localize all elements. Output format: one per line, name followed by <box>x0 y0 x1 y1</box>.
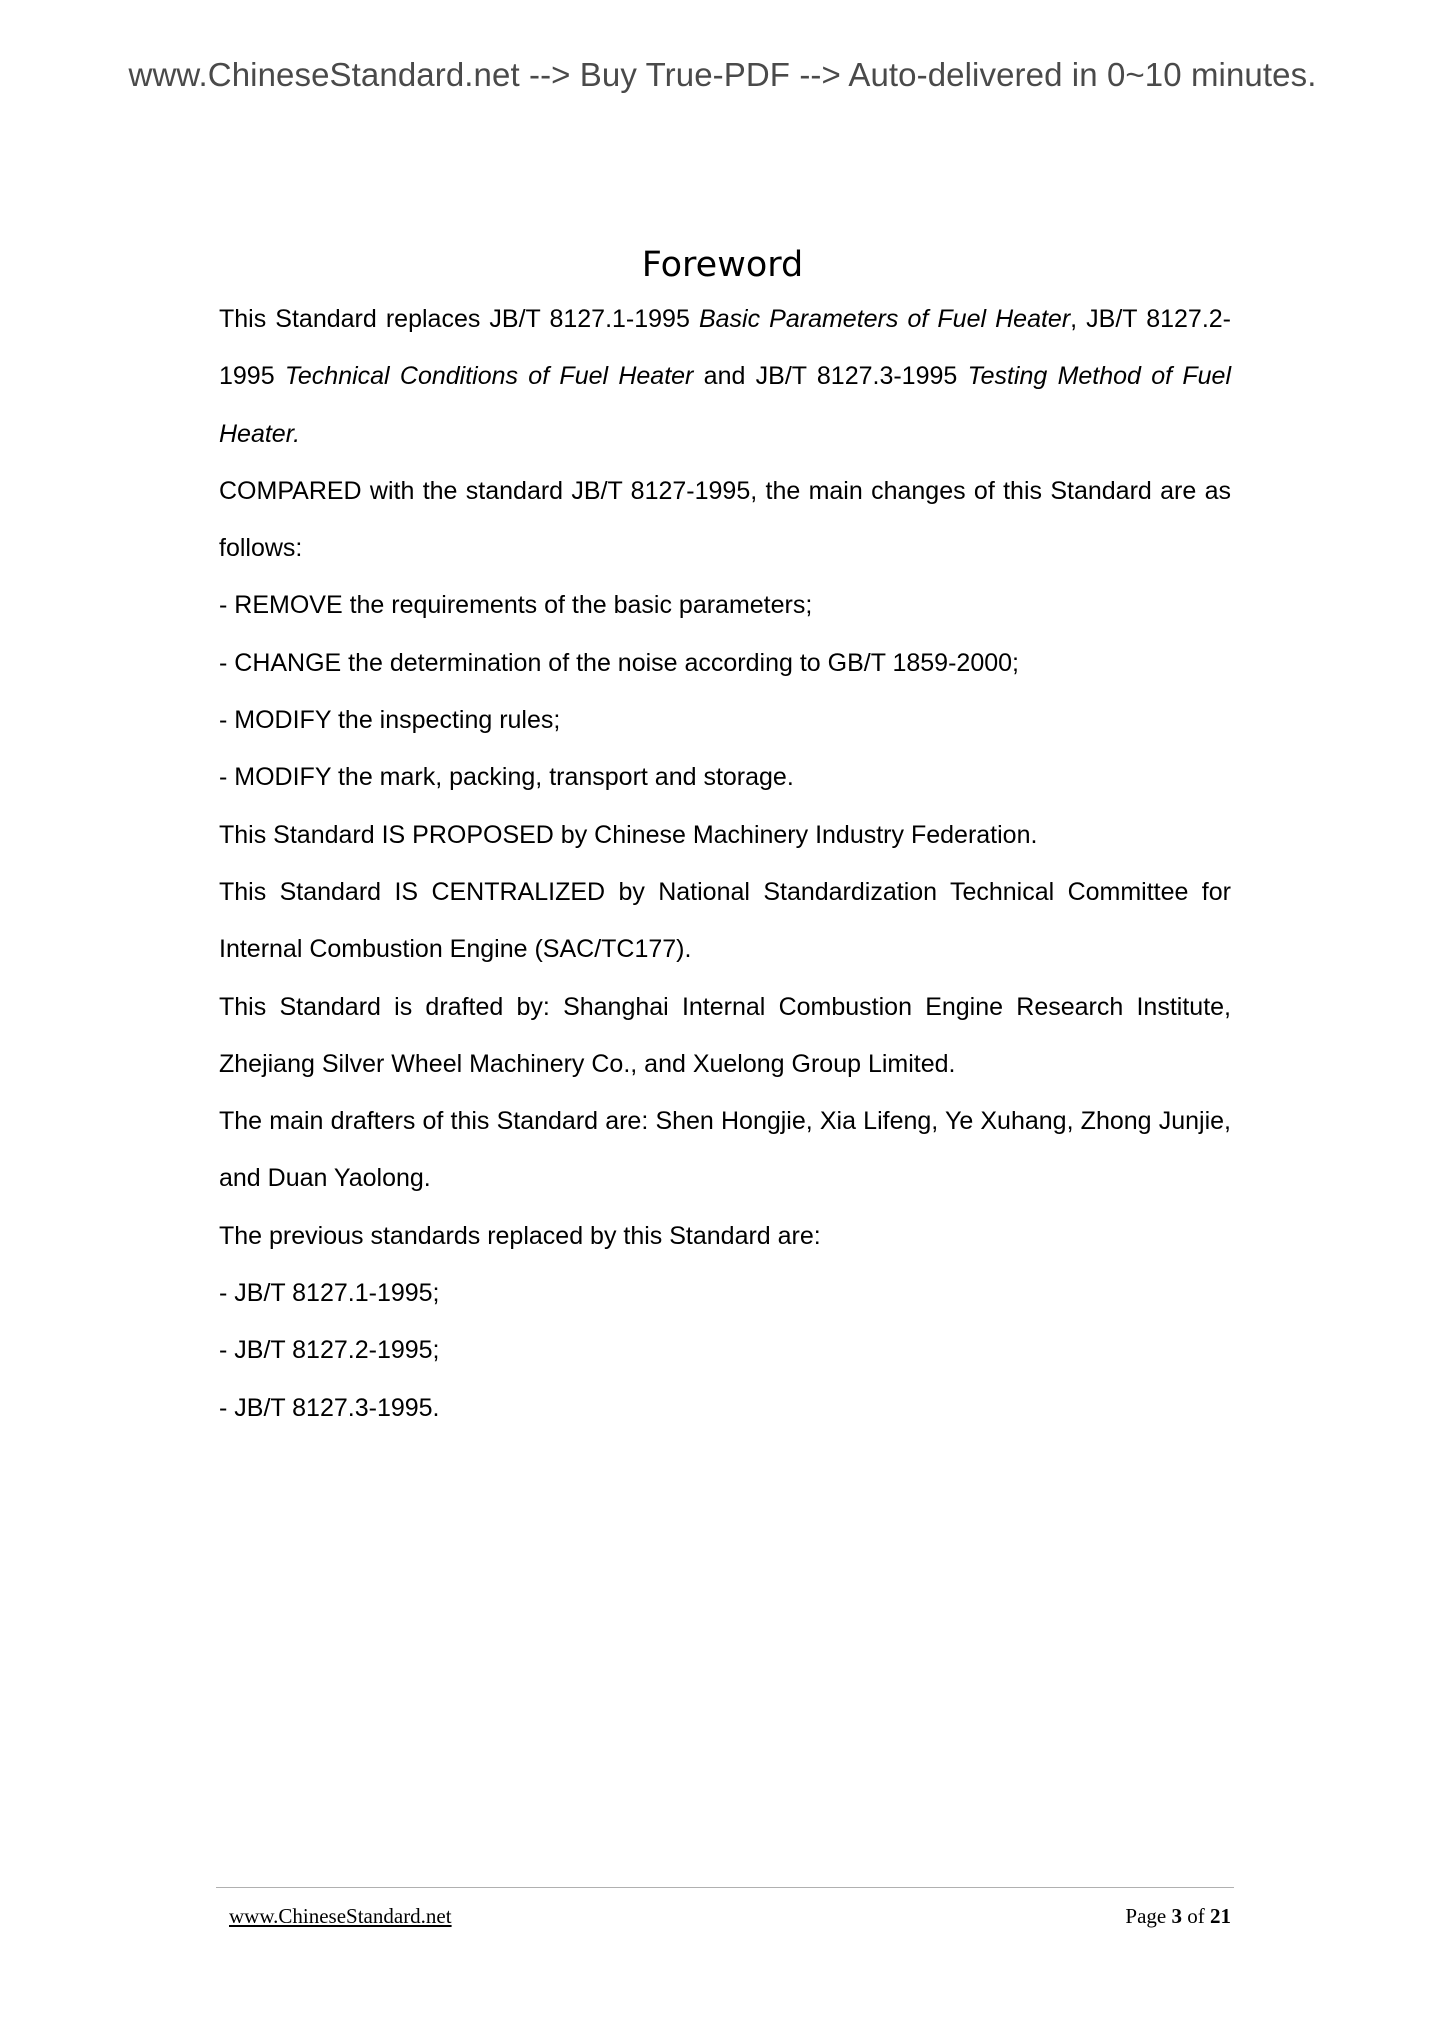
drafters-paragraph: The main drafters of this Standard are: Shen Hongjie, Xia Lifeng, Ye Xuhang, Zhong Junjie, and Duan Yaolong. <box>219 1107 1231 1193</box>
page-number <box>1125 1904 1231 1929</box>
previous-intro: The previous standards replaced by this Standard are: <box>219 1221 821 1250</box>
page-word: Page <box>1125 1904 1167 1928</box>
replaces-paragraph <box>219 291 1231 463</box>
proposed-paragraph: This Standard IS PROPOSED by Chinese Machinery Industry Federation. <box>219 820 1038 849</box>
replaces-title-3: Testing Method of Fuel Heater. <box>219 362 1231 448</box>
previous-item: - JB/T 8127.3-1995. <box>219 1393 440 1422</box>
change-item: - CHANGE the determination of the noise according to GB/T 1859-2000; <box>219 648 1019 677</box>
of-word: of <box>1187 1904 1205 1928</box>
footer-site-link[interactable]: www.ChineseStandard.net <box>229 1904 452 1928</box>
change-item: - MODIFY the mark, packing, transport and storage. <box>219 763 794 792</box>
replaces-title-2: Technical Conditions of Fuel Heater <box>284 362 694 391</box>
compared-paragraph: COMPARED with the standard JB/T 8127-1995, the main changes of this Standard are as follows: <box>219 476 1231 563</box>
foreword-body <box>219 291 1231 1437</box>
top-banner: www.ChineseStandard.net --> Buy True-PDF --> Auto-delivered in 0~10 minutes. <box>128 56 1317 93</box>
previous-item: - JB/T 8127.1-1995; <box>219 1279 440 1308</box>
change-item: - MODIFY the inspecting rules; <box>219 706 561 735</box>
replaces-title-1: Basic Parameters of Fuel Heater <box>698 305 1071 333</box>
replaces-text-1: This Standard replaces JB/T 8127.1-1995 <box>219 305 699 333</box>
footer-divider <box>216 1887 1234 1888</box>
replaces-text-2: , JB/T 8127.2-1995 <box>219 305 1231 391</box>
page-title: Foreword <box>641 245 804 286</box>
drafted-paragraph: This Standard is drafted by: Shanghai Internal Combustion Engine Research Institute, Zhejiang Silver Wheel Machinery Co., and Xuelong Group Limited. <box>219 992 1231 1078</box>
centralized-paragraph: This Standard IS CENTRALIZED by National Standardization Technical Committee for Internal Combustion Engine (SAC/TC177). <box>219 877 1231 964</box>
replaces-text-3: and JB/T 8127.3-1995 <box>693 362 968 391</box>
total-pages: 21 <box>1210 1904 1231 1928</box>
current-page: 3 <box>1171 1904 1182 1928</box>
previous-item: - JB/T 8127.2-1995; <box>219 1336 440 1365</box>
change-item: - REMOVE the requirements of the basic parameters; <box>219 591 813 620</box>
